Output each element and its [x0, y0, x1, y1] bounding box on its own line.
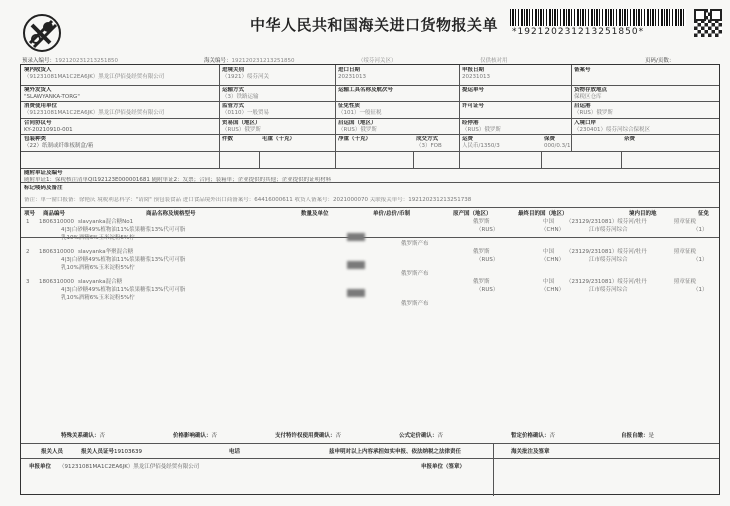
entry-place-label: 入境口岸: [574, 120, 597, 126]
bill-no-label: 提运单号: [462, 87, 485, 93]
transport-mode-value: （3）铁路运输: [222, 94, 259, 100]
pre-entry-number: 预录入编号：192120231213251850: [22, 58, 119, 64]
goods-origin-code: （RUS）: [476, 257, 499, 263]
provisional-price: 暂定价格确认：否: [511, 433, 556, 439]
insurance-value: 000/0.3/1: [544, 143, 571, 149]
freight-value: 人民币/1350/3: [462, 143, 500, 149]
goods-code: 1806310000: [39, 219, 74, 225]
goods-name: slavyanka混合糖: [78, 279, 123, 285]
goods-maker: 俄罗斯产布: [401, 301, 429, 307]
goods-origin: 俄罗斯: [473, 279, 490, 285]
goods-header-name: 商品名称及规格型号: [146, 211, 196, 217]
net-label: 净重（千克）: [338, 136, 372, 142]
goods-district: （23129/231081）绥芬河/牡丹: [566, 219, 647, 225]
consumer-value: （91231081MA1C2EA6JK）黑龙江伊佰曼经贸有限公司: [24, 110, 165, 116]
qr-code: [694, 9, 722, 37]
goods-dest-code: （CHN）: [541, 257, 565, 263]
goods-header-price: 单价/总价/币制: [373, 211, 411, 217]
license-label: 许可证号: [462, 103, 485, 109]
docs-value: 随附单证1：保税核注清单QI192123E000001681 随附单证2：发票；合同；装箱单；企业提供的其他；企业提供的证明材料: [24, 177, 332, 183]
stop-port-value: （RUS）俄罗斯: [462, 127, 501, 133]
goods-district: （23129/231081）绥芬河/牡丹: [566, 249, 647, 255]
entry-port-value: （1921）绥芬河关: [222, 74, 269, 80]
trade-country-value: （RUS）俄罗斯: [222, 127, 261, 133]
overseas-shipper-label: 境外发货人: [24, 87, 52, 93]
freight-label: 运费: [462, 136, 474, 142]
redacted-quantity: [347, 261, 365, 269]
goods-origin: 俄罗斯: [473, 249, 490, 255]
special-relation: 特殊关系确认：否: [61, 433, 106, 439]
goods-header-origin: 原产国（地区）: [453, 211, 492, 217]
deal-value: （3）FOB: [416, 143, 442, 149]
document-title: 中华人民共和国海关进口货物报关单: [250, 16, 499, 34]
supervision-label: 监管方式: [222, 103, 245, 109]
goods-header-no: 项号: [24, 211, 36, 217]
goods-dest-code: （CHN）: [541, 227, 565, 233]
goods-spec: 4|3|白砂糖49%植物油11%浆果糖浆13%代可可脂: [61, 227, 186, 233]
customs-number: 海关编号：192120231213251850: [204, 58, 295, 64]
goods-code: 1806310000: [39, 249, 74, 255]
goods-spec: 乳10%酒精6%玉米淀粉5%柠: [61, 235, 135, 241]
supervision-value: （0110）一般贸易: [222, 110, 269, 116]
package-label: 包装种类: [24, 136, 47, 142]
storage-place-label: 货物存放地点: [574, 87, 608, 93]
goods-no: 3: [26, 279, 30, 285]
storage-place-value: 保税区仓库: [574, 94, 602, 100]
consignee-label: 境内收货人: [24, 67, 52, 73]
redacted-quantity: [347, 289, 365, 297]
levy-label: 征免性质: [338, 103, 361, 109]
declaring-unit-label: 申报单位: [29, 464, 52, 470]
barcode-text: *192120231213251850*: [512, 27, 645, 37]
goods-dest: 中国: [543, 279, 555, 285]
formula-price: 公式定价确认：否: [399, 433, 444, 439]
goods-origin-code: （RUS）: [476, 287, 499, 293]
declaring-unit-value: （91231081MA1C2EA6JK）黑龙江伊佰曼经贸有限公司: [59, 464, 200, 470]
package-value: （22）纸制或纤维板制盒/箱: [24, 143, 94, 149]
goods-origin: 俄罗斯: [473, 219, 490, 225]
goods-dest-code: （CHN）: [541, 287, 565, 293]
goods-levy: 照章征税: [674, 279, 697, 285]
goods-header-dest: 最终目的国（地区）: [518, 211, 568, 217]
levy-value: （101）一般征税: [338, 110, 382, 116]
goods-levy-code: （1）: [693, 227, 708, 233]
remarks-value: 备注：单一窗口报备：徐艳庆 境税利息科学："请阅" 预包装食品 进口食品境外出口商备案号：64416000611 收货人备案号：2021000070 关联报关单号：192120231213251738: [24, 197, 472, 203]
goods-levy-code: （1）: [693, 257, 708, 263]
goods-district: （23129/231081）绥芬河/牡丹: [566, 279, 647, 285]
goods-name: slavyanka华聚混合糖: [78, 249, 134, 255]
contract-value: KY-20210910-001: [24, 127, 73, 133]
goods-levy: 照章征税: [674, 249, 697, 255]
declare-date-label: 申报日期: [462, 67, 485, 73]
transport-tool-label: 运输工具名称及航次号: [338, 87, 394, 93]
declaration-form: [20, 64, 720, 495]
origin-port-label: 启运港: [574, 103, 591, 109]
entry-place-value: （230401）绥芬河综合保税区: [574, 127, 650, 133]
pieces-label: 件数: [222, 136, 234, 142]
transport-mode-label: 运输方式: [222, 87, 245, 93]
dep-country-label: 启运国（地区）: [338, 120, 377, 126]
misc-label: 杂费: [624, 136, 636, 142]
goods-levy-code: （1）: [693, 287, 708, 293]
import-date-value: 20231013: [338, 74, 366, 80]
goods-code: 1806310000: [39, 279, 74, 285]
consignee-value: （91231081MA1C2EA6JK）黑龙江伊佰曼经贸有限公司: [24, 74, 165, 80]
barcode: [510, 9, 686, 26]
customs-endorsement-label: 海关批注及签章: [511, 449, 550, 455]
goods-spec: 4|3|白砂糖49%植物油11%浆果糖浆13%代可可脂: [61, 287, 186, 293]
remarks-label: 标记唛码及备注: [24, 185, 63, 191]
legal-statement: 兹申明对以上内容承担如实申报、依法纳税之法律责任: [329, 449, 462, 455]
goods-spec: 乳10%酒精6%玉米淀粉5%柠: [61, 265, 135, 271]
goods-district: 江市绥芬河综合: [589, 287, 628, 293]
declarant-id: 报关人员证号19103639: [81, 449, 143, 455]
insurance-label: 保费: [544, 136, 556, 142]
goods-header-code: 商品编号: [43, 211, 66, 217]
stop-port-label: 经停港: [462, 120, 479, 126]
goods-no: 2: [26, 249, 30, 255]
gross-label: 毛重（千克）: [262, 136, 296, 142]
goods-maker: 俄罗斯产布: [401, 271, 429, 277]
goods-no: 1: [26, 219, 30, 225]
trade-country-label: 贸易国（地区）: [222, 120, 261, 126]
price-influence: 价格影响确认：否: [173, 433, 218, 439]
record-no-label: 备案号: [574, 67, 591, 73]
goods-district: 江市绥芬河综合: [589, 227, 628, 233]
customs-emblem-icon: [22, 13, 62, 53]
entry-port-label: 进境关别: [222, 67, 245, 73]
goods-levy: 照章征税: [674, 219, 697, 225]
customs-district: （绥芬河关区）: [358, 58, 397, 64]
goods-dest: 中国: [543, 219, 555, 225]
unit-seal-label: 申报单位（签章）: [421, 464, 466, 470]
phone-label: 电话: [229, 449, 241, 455]
redacted-quantity: [347, 233, 365, 241]
goods-spec: 乳10%酒精6%玉米淀粉5%柠: [61, 295, 135, 301]
deal-label: 成交方式: [416, 136, 439, 142]
contract-label: 合同协议号: [24, 120, 52, 126]
consumer-label: 消费使用单位: [24, 103, 58, 109]
goods-maker: 俄罗斯产布: [401, 241, 429, 247]
import-date-label: 进口日期: [338, 67, 361, 73]
goods-origin-code: （RUS）: [476, 227, 499, 233]
declarant-label: 报关人员: [41, 449, 64, 455]
dep-country-value: （RUS）俄罗斯: [338, 127, 377, 133]
docs-label: 随附单证及编号: [24, 170, 63, 176]
goods-header-district: 境内目的地: [629, 211, 657, 217]
goods-name: slavyanka混合糖No1: [78, 219, 134, 225]
page-count: 页码/页数：: [645, 58, 675, 64]
goods-header-levy: 征免: [698, 211, 710, 217]
goods-district: 江市绥芬河综合: [589, 257, 628, 263]
overseas-shipper-value: "SLAWYANKA-TORG": [24, 94, 80, 100]
self-report: 自报自缴：是: [621, 433, 655, 439]
goods-dest: 中国: [543, 249, 555, 255]
goods-spec: 4|3|白砂糖49%植物油11%浆果糖浆13%代可可脂: [61, 257, 186, 263]
declare-date-value: 20231013: [462, 74, 490, 80]
goods-header-qty: 数量及单位: [301, 211, 329, 217]
verify-only-note: 仅供核对用: [480, 58, 508, 64]
origin-port-value: （RUS）俄罗斯: [574, 110, 613, 116]
royalty-confirm: 支付特许权使用费确认：否: [275, 433, 342, 439]
